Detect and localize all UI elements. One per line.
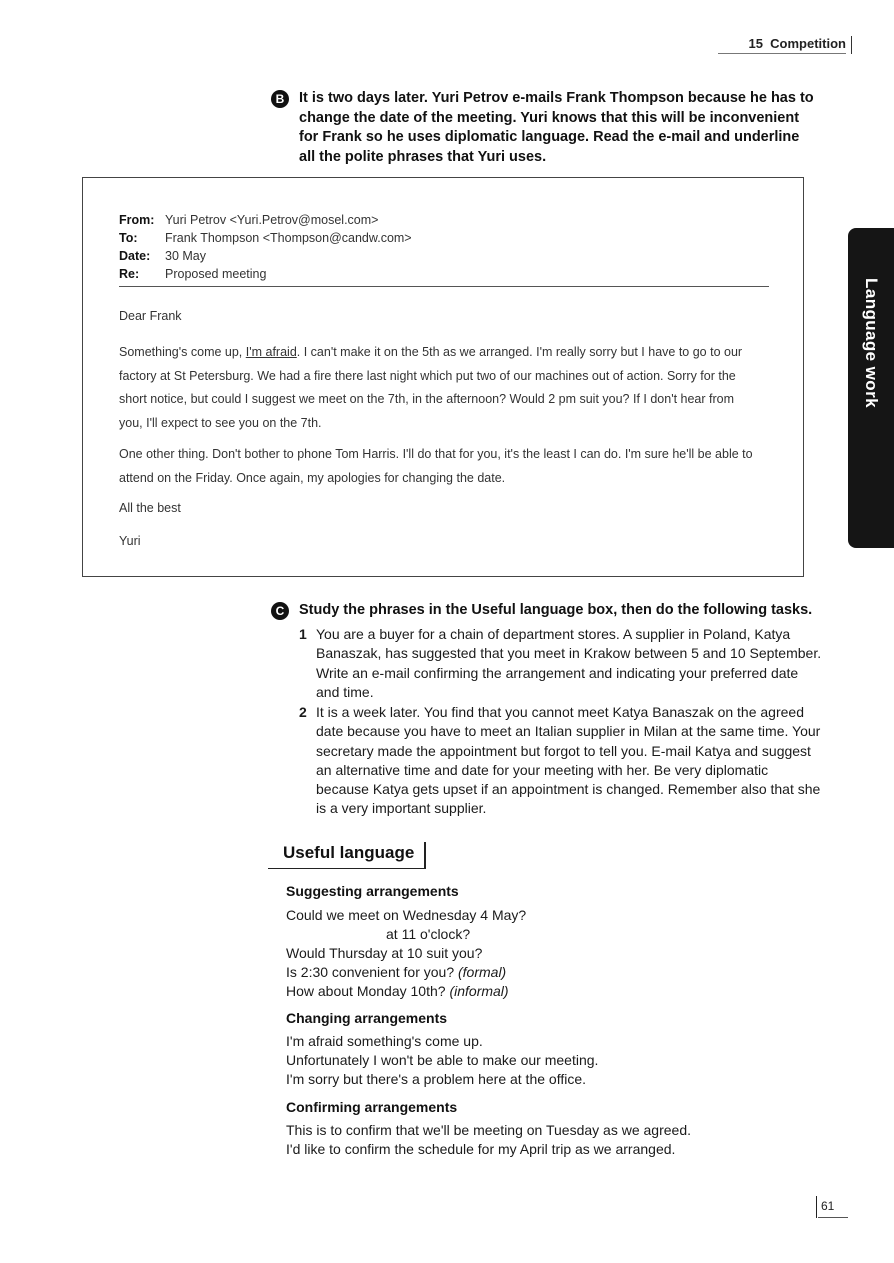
suggesting-heading: Suggesting arrangements: [286, 883, 459, 899]
email-closing: All the best: [119, 501, 181, 515]
re-value: Proposed meeting: [165, 267, 267, 281]
to-value: Frank Thompson <Thompson@candw.com>: [165, 231, 412, 245]
email-signature: Yuri: [119, 534, 141, 548]
unit-number: 15: [748, 36, 763, 51]
date-value: 30 May: [165, 249, 206, 263]
email-date-row: [119, 247, 769, 265]
header-tick: [851, 36, 852, 54]
task-number: 1: [299, 626, 307, 642]
from-label: From:: [119, 213, 155, 227]
to-label: To:: [119, 231, 138, 245]
useful-language-underline: [268, 868, 426, 869]
unit-title: Competition: [770, 36, 846, 51]
side-tab: [848, 228, 894, 548]
useful-language-title: Useful language: [283, 843, 415, 862]
confirm-line-2: I'd like to confirm the schedule for my April trip as we arranged.: [286, 1141, 676, 1157]
suggest-line-1b: at 11 o'clock?: [386, 926, 471, 942]
task-number: 2: [299, 704, 307, 720]
running-header: [748, 36, 846, 51]
changing-heading: Changing arrangements: [286, 1010, 448, 1026]
change-line-2: Unfortunately I won't be able to make our meeting.: [286, 1052, 599, 1068]
section-b-badge: B: [271, 90, 289, 108]
underlined-phrase: I'm afraid: [245, 345, 297, 359]
change-line-1: I'm afraid something's come up.: [286, 1033, 483, 1049]
formal-note: (formal): [458, 964, 507, 980]
suggest-line-2: Would Thursday at 10 suit you?: [286, 945, 483, 961]
email-from-row: [119, 211, 769, 229]
section-b-instruction: It is two days later. Yuri Petrov e-mails Frank Thompson because he has to change the date of the meeting. Yuri knows that this will be inconvenient for Frank so he uses diplomatic language. Read the e-mail and underline all the polite phrases that Yuri uses.: [299, 90, 814, 165]
section-c-instruction: Study the phrases in the Useful language box, then do the following tasks.: [299, 602, 813, 618]
confirm-line-1: This is to confirm that we'll be meeting on Tuesday as we agreed.: [286, 1122, 691, 1138]
from-value: Yuri Petrov <Yuri.Petrov@mosel.com>: [165, 213, 379, 227]
confirming-heading: Confirming arrangements: [286, 1099, 458, 1115]
useful-language-bar: [424, 842, 426, 869]
change-line-3: I'm sorry but there's a problem here at the office.: [286, 1071, 587, 1087]
para1-start: Something's come up,: [119, 345, 246, 359]
header-rule: [718, 53, 846, 54]
re-label: Re:: [119, 267, 140, 281]
email-re-row: [119, 265, 769, 283]
task-text: It is a week later. You find that you cannot meet Katya Banaszak on the agreed date because you have to meet an Italian supplier in Milan at the same time. Your secretary made the appointment but forgot to tell you. E-mail Katya and suggest an alternative time and date for your meeting with her. Be very diplomatic because Katya gets upset if an appointment is changed. Remember also that she is a very important supplier.: [316, 704, 821, 817]
suggest-line-1: Could we meet on Wednesday 4 May?: [286, 907, 527, 923]
suggest-line-4-text: How about Monday 10th?: [286, 983, 446, 999]
task-text: You are a buyer for a chain of department stores. A supplier in Poland, Katya Banaszak, has suggested that you meet in Krakow between 5 and 10 September. Write an e-mail confirming the arrangement and indicating your preferred date and time.: [316, 626, 822, 700]
email-paragraph-2: One other thing. Don't bother to phone Tom Harris. I'll do that for you, it's the least I can do. I'm sure he'll be able to attend on the Friday. Once again, my apologies for changing the date.: [119, 447, 753, 485]
suggest-line-4: [286, 982, 509, 1002]
date-label: Date:: [119, 249, 151, 263]
page-number-bar: [816, 1196, 817, 1218]
email-content: [119, 211, 769, 548]
page-number-rule: [818, 1217, 848, 1218]
section-c-badge: C: [271, 602, 289, 620]
email-paragraph-1: [119, 341, 759, 435]
email-to-row: [119, 229, 769, 247]
page-number: 61: [821, 1199, 835, 1213]
task-item: [299, 625, 824, 702]
task-item: [299, 703, 824, 819]
side-tab-label: Language work: [862, 278, 881, 408]
suggest-line-3: [286, 963, 506, 983]
email-greeting: Dear Frank: [119, 309, 182, 323]
email-header-rule: [119, 286, 769, 287]
email-box: [82, 177, 804, 577]
informal-note: (informal): [449, 983, 509, 999]
para1-rest: . I can't make it on the 5th as we arranged. I'm really sorry but I have to go to our factory at St Petersburg. We had a fire there last night which put two of our machines out of action. Sorry for the short notice, but could I suggest we meet on the 7th, in the afternoon? Would 2 pm suit you? If I don't hear from you, I'll expect to see you on the 7th.: [119, 345, 743, 430]
suggest-line-3-text: Is 2:30 convenient for you?: [286, 964, 455, 980]
